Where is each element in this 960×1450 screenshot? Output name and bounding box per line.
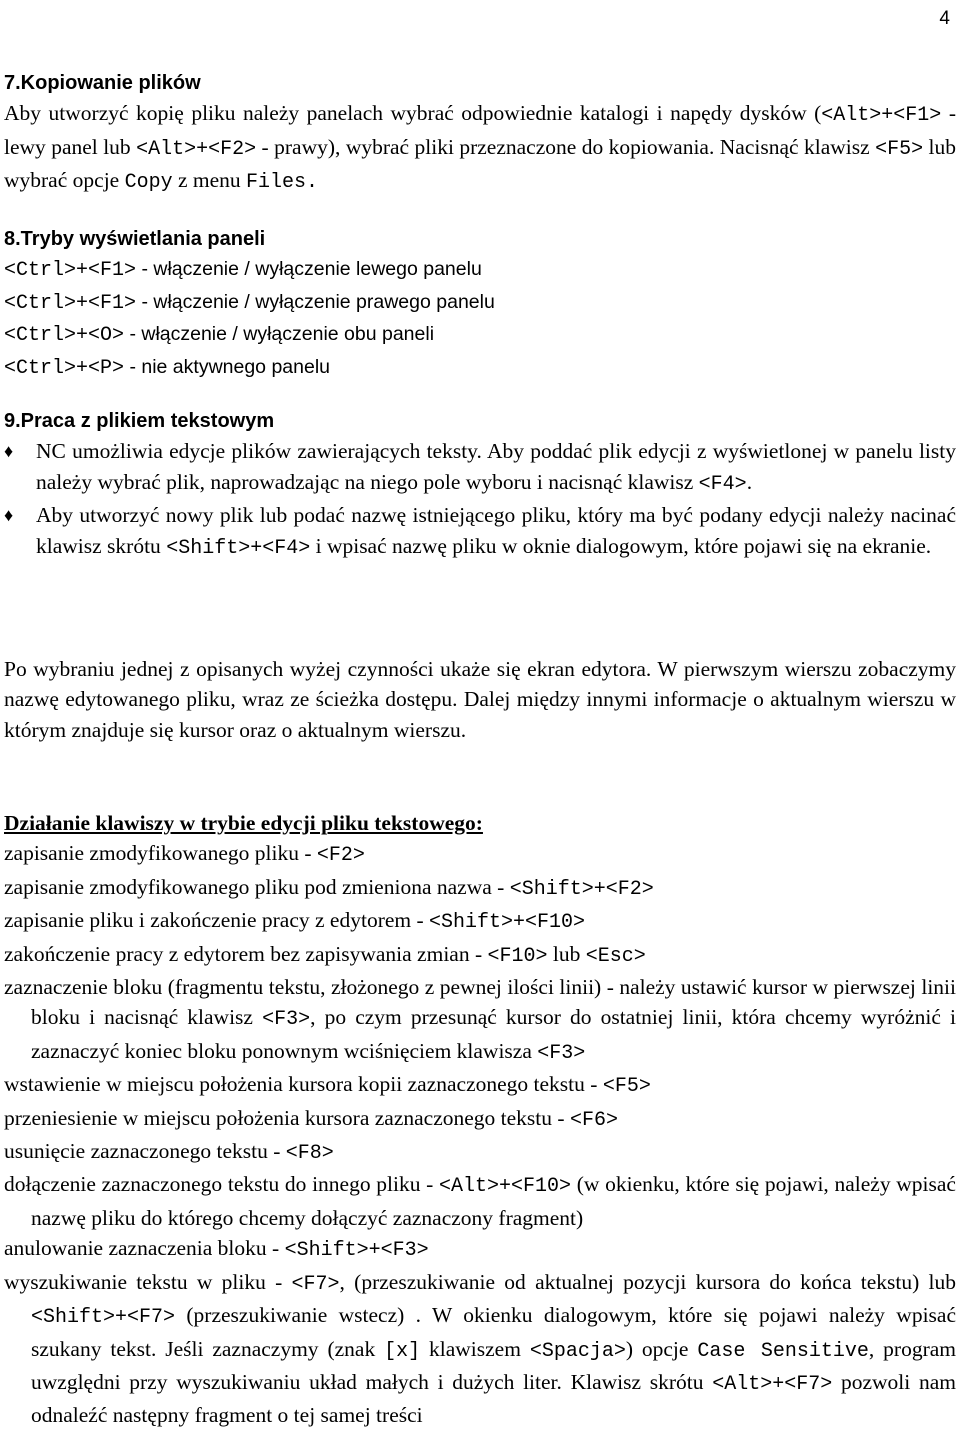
key-shortcut: <F3> — [262, 1008, 311, 1032]
bullet-item — [4, 436, 956, 500]
key-shortcut: <Ctrl>+<F1> — [4, 259, 137, 283]
text-run: , (przeszukiwanie od aktualnej pozycji kursora do końca tekstu) lub — [339, 1269, 956, 1294]
checkbox-marker: [x] — [384, 1339, 421, 1363]
text-run: , program uwzględni przy wyszukiwaniu układ małych i dużych liter. Klawisz skrótu — [31, 1336, 956, 1394]
key-line — [4, 1103, 956, 1136]
key-shortcut: <Shift>+<F7> — [31, 1306, 176, 1330]
diamond-bullet-icon: ♦ — [4, 441, 14, 462]
text-run: wstawienie w miejscu położenia kursora kopii zaznaczonego tekstu - — [4, 1072, 603, 1097]
text-run: usunięcie zaznaczonego tekstu - — [4, 1139, 286, 1164]
text-run: ) opcje — [625, 1336, 698, 1361]
text-run: zapisanie zmodyfikowanego pliku pod zmieniona nazwa - — [4, 874, 510, 899]
key-shortcut: <Shift>+<F3> — [284, 1239, 429, 1263]
mode-description: - włączenie / wyłączenie obu paneli — [124, 323, 435, 346]
text-run: lub wybrać opcje — [4, 134, 956, 193]
text-run: - prawy), wybrać pliki przeznaczone do kopiowania. Nacisnąć klawisz — [256, 134, 876, 159]
section-heading: Działanie klawiszy w trybie edycji pliku tekstowego: — [4, 811, 483, 835]
text-run: - lewy panel lub — [4, 101, 956, 159]
text-run: zapisanie zmodyfikowanego pliku - — [4, 841, 317, 866]
key-line — [4, 1267, 956, 1431]
key-shortcut: <F6> — [569, 1108, 618, 1132]
page-number: 4 — [939, 8, 950, 29]
key-shortcut: <Shift>+<F10> — [429, 911, 586, 935]
key-line — [4, 1233, 956, 1266]
mode-line — [4, 287, 956, 319]
key-shortcut: <F4> — [698, 472, 747, 496]
key-line — [4, 838, 956, 871]
text-run: wyszukiwanie tekstu w pliku - — [4, 1269, 292, 1294]
key-shortcut: <F5> — [875, 137, 924, 161]
key-shortcut: <Shift>+<F2> — [509, 877, 654, 901]
section-text-file — [4, 406, 956, 564]
key-shortcut: <Alt>+<F10> — [439, 1175, 572, 1199]
key-shortcut: <Alt>+<F7> — [712, 1372, 833, 1396]
key-line — [4, 872, 956, 905]
text-run: zapisanie pliku i zakończenie pracy z edytorem - — [4, 908, 430, 933]
section-editor-keys — [4, 808, 956, 1431]
section-paragraph — [4, 98, 956, 198]
key-shortcut: <Ctrl>+<P> — [4, 356, 125, 380]
diamond-bullet-icon: ♦ — [4, 505, 14, 526]
editor-description-paragraph: Po wybraniu jednej z opisanych wyżej czynności ukaże się ekran edytora. W pierwszym wierszu zobaczymy nazwę edytowanego pliku, wraz ze ścieżka dostępu. Dalej między innymi informacje o aktualnym wierszu w którym znajduje się kursor oraz o aktualnym wierszu. — [4, 657, 956, 742]
text-run: i wpisać nazwę pliku w oknie dialogowym, które pojawi się na ekranie. — [310, 533, 932, 558]
text-run: (przeszukiwanie wstecz) . W okienku dialogowym, które się pojawi należy wpisać szukany tekst. Jeśli zaznaczymy (znak — [31, 1303, 956, 1361]
text-run: klawiszem — [420, 1336, 530, 1361]
key-shortcut: <Ctrl>+<O> — [4, 324, 125, 348]
key-shortcut: <Spacja> — [529, 1339, 626, 1363]
key-shortcut: <Alt>+<F1> — [821, 104, 942, 128]
key-line — [4, 939, 956, 972]
key-shortcut: <F10> — [487, 944, 548, 968]
key-shortcut: <Alt>+<F2> — [136, 137, 257, 161]
menu-option: Copy — [124, 171, 173, 195]
text-run: anulowanie zaznaczenia bloku - — [4, 1236, 285, 1261]
key-line — [4, 905, 956, 938]
menu-name: Files. — [246, 171, 319, 195]
mode-description: - nie aktywnego panelu — [124, 355, 330, 378]
text-run: NC umożliwia edycje plików zawierających teksty. Aby poddać plik edycji z wyświetlonej w panelu listy należy wybrać plik, naprowadzając na niego pole wyboru i nacisnąć klawisz — [36, 439, 956, 494]
mode-description: - włączenie / wyłączenie lewego panelu — [136, 258, 482, 281]
text-run: przeniesienie w miejscu położenia kursora zaznaczonego tekstu - — [4, 1105, 570, 1130]
key-shortcut: <Esc> — [585, 944, 646, 968]
key-shortcut: <F3> — [537, 1041, 586, 1065]
key-line — [4, 972, 956, 1069]
key-shortcut: <F7> — [291, 1272, 340, 1296]
text-run: (w okienku, które się pojawi, należy wpisać nazwę pliku do którego chcemy dołączyć zaznaczony fragment) — [31, 1172, 956, 1230]
bullet-item — [4, 500, 956, 564]
text-run: zakończenie pracy z edytorem bez zapisywania zmian - — [4, 941, 488, 966]
key-shortcut: <F5> — [602, 1075, 651, 1099]
mode-line — [4, 319, 956, 351]
text-run: pozwoli nam odnaleźć następny fragment o tej samej treści — [31, 1369, 956, 1428]
text-run: zaznaczenie bloku (fragmentu tekstu, złożonego z pewnej ilości linii) - należy ustawić kursor w pierwszej linii bloku i nacisnąć klawisz — [4, 975, 956, 1030]
section-heading: 7.Kopiowanie plików — [4, 72, 201, 94]
mode-line — [4, 254, 956, 286]
mode-description: - włączenie / wyłączenie prawego panelu — [136, 290, 495, 313]
key-line — [4, 1069, 956, 1102]
key-shortcut: <F2> — [316, 844, 365, 868]
section-panel-modes — [4, 224, 956, 384]
key-shortcut: <Ctrl>+<F1> — [4, 291, 137, 315]
text-run: z menu — [172, 168, 247, 193]
key-line — [4, 1169, 956, 1233]
section-copying-files — [4, 68, 956, 199]
text-run: Aby utworzyć kopię pliku należy panelach wybrać odpowiednie katalogi i napędy dysków ( — [4, 101, 822, 126]
text-run: Aby utworzyć nowy plik lub podać nazwę istniejącego pliku, który ma być podany edycji należy nacinać klawisz skrótu — [36, 503, 956, 558]
text-run: , po czym przesunąć kursor do ostatniej linii, która chcemy wyróżnić i zaznaczyć koniec bloku ponownym wciśnięciem klawisza — [31, 1005, 956, 1063]
key-line — [4, 1136, 956, 1169]
text-run: . — [746, 469, 753, 494]
text-run: dołączenie zaznaczonego tekstu do innego pliku - — [4, 1172, 440, 1197]
key-shortcut: <F8> — [285, 1142, 334, 1166]
mode-line — [4, 352, 956, 384]
option-name: Case Sensitive — [697, 1339, 869, 1363]
text-run: lub — [547, 941, 586, 966]
section-heading: 8.Tryby wyświetlania paneli — [4, 228, 266, 250]
section-heading: 9.Praca z plikiem tekstowym — [4, 410, 275, 432]
key-shortcut: <Shift>+<F4> — [166, 536, 311, 560]
